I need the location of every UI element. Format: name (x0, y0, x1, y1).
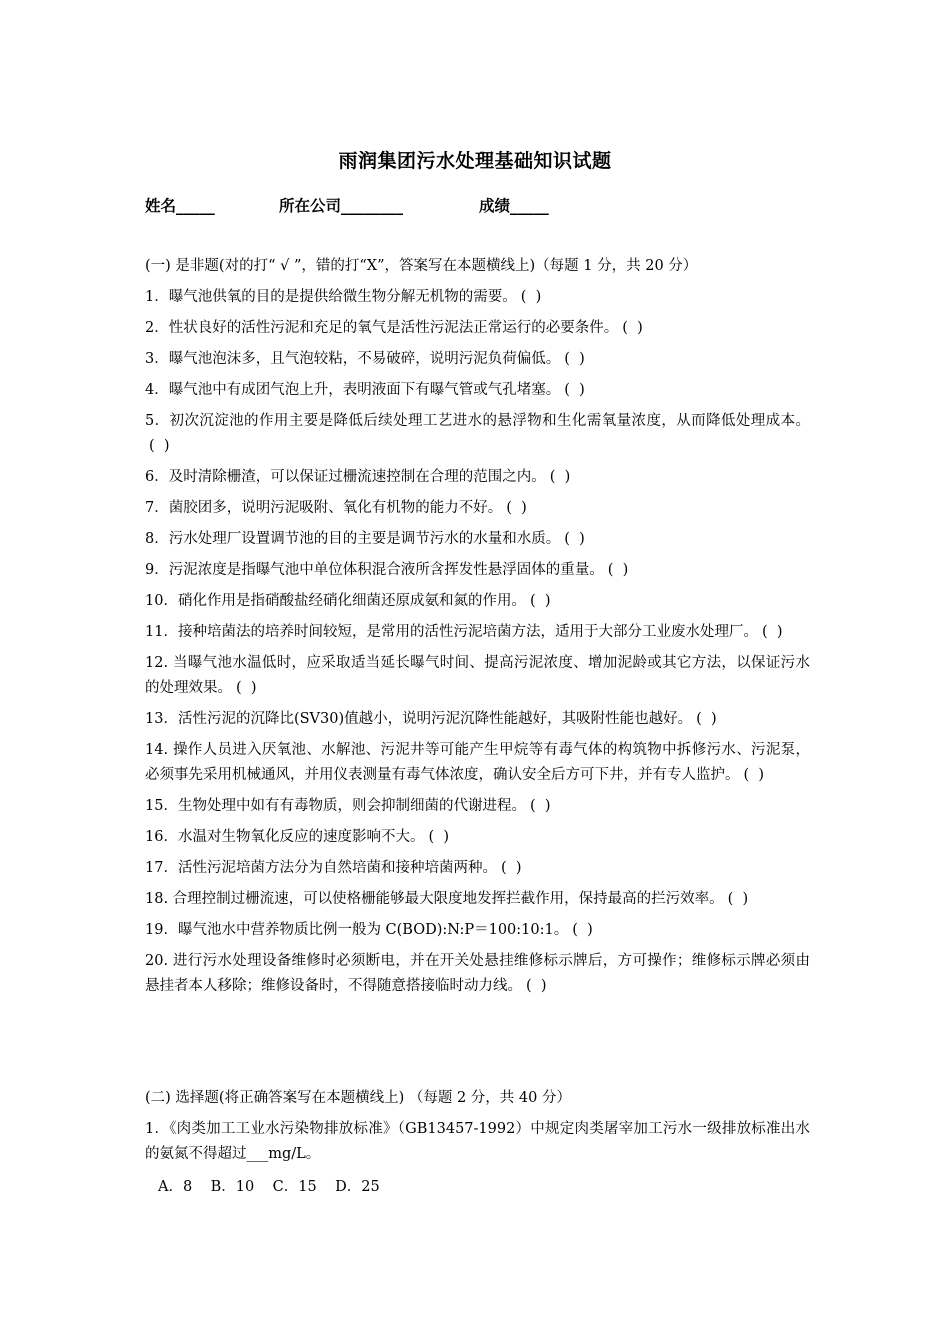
answer-options: A．8 B．10 C．15 D．25 (158, 1179, 380, 1195)
question-text: 12. 当曝气池水温低时，应采取适当延长曝气时间、提高污泥浓度、增加泥龄或其它方法，以保证污水的处理效果。 (145, 655, 810, 696)
question-item (145, 918, 810, 943)
question-item (145, 496, 810, 521)
question-text: 2．性状良好的活性污泥和充足的氧气是活性污泥法正常运行的必要条件。 (145, 320, 619, 336)
answer-blank: ( ) (529, 593, 551, 609)
question-text: 16．水温对生物氧化反应的速度影响不大。 (145, 829, 425, 845)
question-item (145, 620, 810, 645)
answer-blank: ( ) (529, 798, 551, 814)
answer-blank: ( ) (607, 562, 629, 578)
answer-blank: ( ) (500, 860, 522, 876)
answer-blank: ( ) (743, 767, 765, 783)
question-text: 9．污泥浓度是指曝气池中单位体积混合液所含挥发性悬浮固体的重量。 (145, 562, 604, 578)
question-text: 5．初次沉淀池的作用主要是降低后续处理工艺进水的悬浮物和生化需氧量浓度，从而降低处理成本。 (145, 413, 810, 429)
question-text: 11．接种培菌法的培养时间较短，是常用的活性污泥培菌方法，适用于大部分工业废水处理厂。 (145, 624, 758, 640)
question-item (145, 558, 810, 583)
answer-blank: ( ) (236, 680, 257, 696)
question-text: 7．菌胶团多，说明污泥吸附、氧化有机物的能力不好。 (145, 500, 503, 516)
answer-blank: ( ) (520, 289, 542, 305)
question-list (145, 285, 810, 999)
question-item (145, 794, 810, 819)
answer-blank: ( ) (564, 382, 585, 398)
answer-blank: ( ) (572, 922, 593, 938)
question-item (145, 825, 810, 850)
question-text: 3．曝气池泡沫多，且气泡较粘，不易破碎，说明污泥负荷偏低。 (145, 351, 561, 367)
answer-blank: ( ) (622, 320, 643, 336)
question-text: 19．曝气池水中营养物质比例一般为 C(BOD):N:P＝100:10:1。 (145, 922, 569, 938)
answer-blank: ( ) (549, 469, 571, 485)
question-item (145, 738, 810, 788)
answer-blank: ( ) (526, 978, 547, 994)
question-item (145, 949, 810, 999)
answer-blank: ( ) (428, 829, 449, 845)
question-item (145, 378, 810, 403)
answer-blank: ( ) (149, 438, 170, 454)
question-text: 8．污水处理厂设置调节池的目的主要是调节污水的水量和水质。 (145, 531, 561, 547)
true-false-section (145, 254, 810, 1005)
answer-blank: ( ) (564, 531, 585, 547)
score-field: 成绩_____ (479, 196, 549, 215)
question-text: 20. 进行污水处理设备维修时必须断电，并在开关处悬挂维修标示牌后，方可操作；维修标示牌必须由悬挂者本人移除；维修设备时，不得随意搭接临时动力线。 (145, 953, 810, 994)
question-item (145, 409, 810, 459)
question-item (145, 856, 810, 881)
question-text: 1．曝气池供氧的目的是提供给微生物分解无机物的需要。 (145, 289, 517, 305)
question-item (145, 887, 810, 912)
answer-blank: ( ) (564, 351, 585, 367)
question-text: 15．生物处理中如有有毒物质，则会抑制细菌的代谢进程。 (145, 798, 526, 814)
question-item (145, 285, 810, 310)
answer-blank: ( ) (727, 891, 749, 907)
question-item (145, 1117, 810, 1167)
name-field: 姓名_____ (145, 196, 215, 215)
question-text: 1．《肉类加工工业水污染物排放标准》（GB13457-1992）中规定肉类屠宰加工污水一级排放标准出水的氨氮不得超过___mg/L。 (145, 1121, 810, 1162)
question-item (145, 651, 810, 701)
answer-blank: ( ) (696, 711, 717, 727)
section-heading: (一) 是非题(对的打“ √ ”，错的打“X”，答案写在本题横线上)（每题 1 分，共 20 分） (145, 258, 698, 274)
page-title: 雨润集团污水处理基础知识试题 (338, 150, 612, 172)
question-text: 10．硝化作用是指硝酸盐经硝化细菌还原成氨和氮的作用。 (145, 593, 526, 609)
question-text: 14. 操作人员进入厌氧池、水解池、污泥井等可能产生甲烷等有毒气体的构筑物中拆修污水、污泥泵，必须事先采用机械通风，并用仪表测量有毒气体浓度，确认安全后方可下井，并有专人监护。 (145, 742, 810, 783)
answer-blank: ( ) (761, 624, 783, 640)
question-item (145, 316, 810, 341)
question-text: 17．活性污泥培菌方法分为自然培菌和接种培菌两种。 (145, 860, 497, 876)
question-text: 18. 合理控制过栅流速，可以使格栅能够最大限度地发挥拦截作用，保持最高的拦污效率。 (145, 891, 724, 907)
question-item (145, 707, 810, 732)
answer-blank: ( ) (506, 500, 527, 516)
company-field: 所在公司________ (279, 196, 404, 215)
section-heading: (二) 选择题(将正确答案写在本题横线上) （每题 2 分，共 40 分） (145, 1090, 571, 1106)
question-item (145, 527, 810, 552)
question-item (145, 465, 810, 490)
question-text: 4．曝气池中有成团气泡上升，表明液面下有曝气管或气孔堵塞。 (145, 382, 561, 398)
question-item (145, 347, 810, 372)
question-item (145, 589, 810, 614)
question-text: 13．活性污泥的沉降比(SV30)值越小，说明污泥沉降性能越好，其吸附性能也越好。 (145, 711, 693, 727)
multiple-choice-section (145, 1086, 810, 1200)
question-text: 6．及时清除栅渣，可以保证过栅流速控制在合理的范围之内。 (145, 469, 546, 485)
